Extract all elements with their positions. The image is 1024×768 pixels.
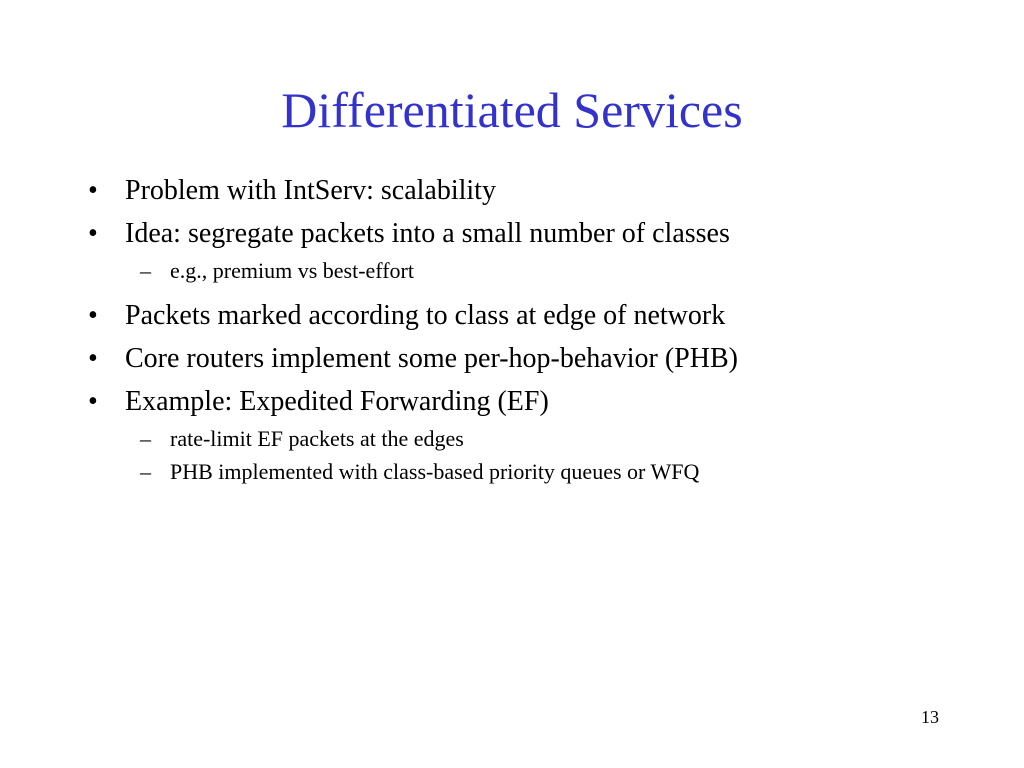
sub-bullet-item bbox=[0, 425, 1024, 453]
page-number: 13 bbox=[921, 707, 939, 727]
sub-bullet-text: PHB implemented with class-based priority queues or WFQ bbox=[170, 459, 700, 484]
bullet-text: Example: Expedited Forwarding (EF) bbox=[125, 386, 549, 417]
bullet-marker: • bbox=[88, 343, 98, 374]
bullet-marker: • bbox=[88, 300, 98, 331]
bullet-item bbox=[0, 385, 1024, 419]
bullet-marker: • bbox=[88, 218, 98, 249]
sub-bullet-item bbox=[0, 257, 1024, 285]
sub-bullet-marker: – bbox=[140, 258, 151, 283]
bullet-item bbox=[0, 217, 1024, 251]
sub-bullet-text: rate-limit EF packets at the edges bbox=[170, 426, 464, 451]
sub-bullet-marker: – bbox=[140, 459, 151, 484]
bullet-text: Idea: segregate packets into a small number of classes bbox=[125, 218, 730, 249]
bullet-text: Packets marked according to class at edge of network bbox=[125, 300, 726, 331]
bullet-text: Core routers implement some per-hop-behavior (PHB) bbox=[125, 343, 738, 374]
sub-bullet-item bbox=[0, 458, 1024, 486]
bullet-text: Problem with IntServ: scalability bbox=[125, 175, 496, 206]
bullet-item bbox=[0, 299, 1024, 333]
bullet-list bbox=[0, 174, 1024, 494]
sub-bullet-text: e.g., premium vs best-effort bbox=[170, 258, 414, 283]
sub-bullet-marker: – bbox=[140, 426, 151, 451]
bullet-marker: • bbox=[88, 386, 98, 417]
slide-title: Differentiated Services bbox=[281, 82, 743, 138]
bullet-item bbox=[0, 174, 1024, 208]
bullet-item bbox=[0, 342, 1024, 376]
bullet-marker: • bbox=[88, 175, 98, 206]
